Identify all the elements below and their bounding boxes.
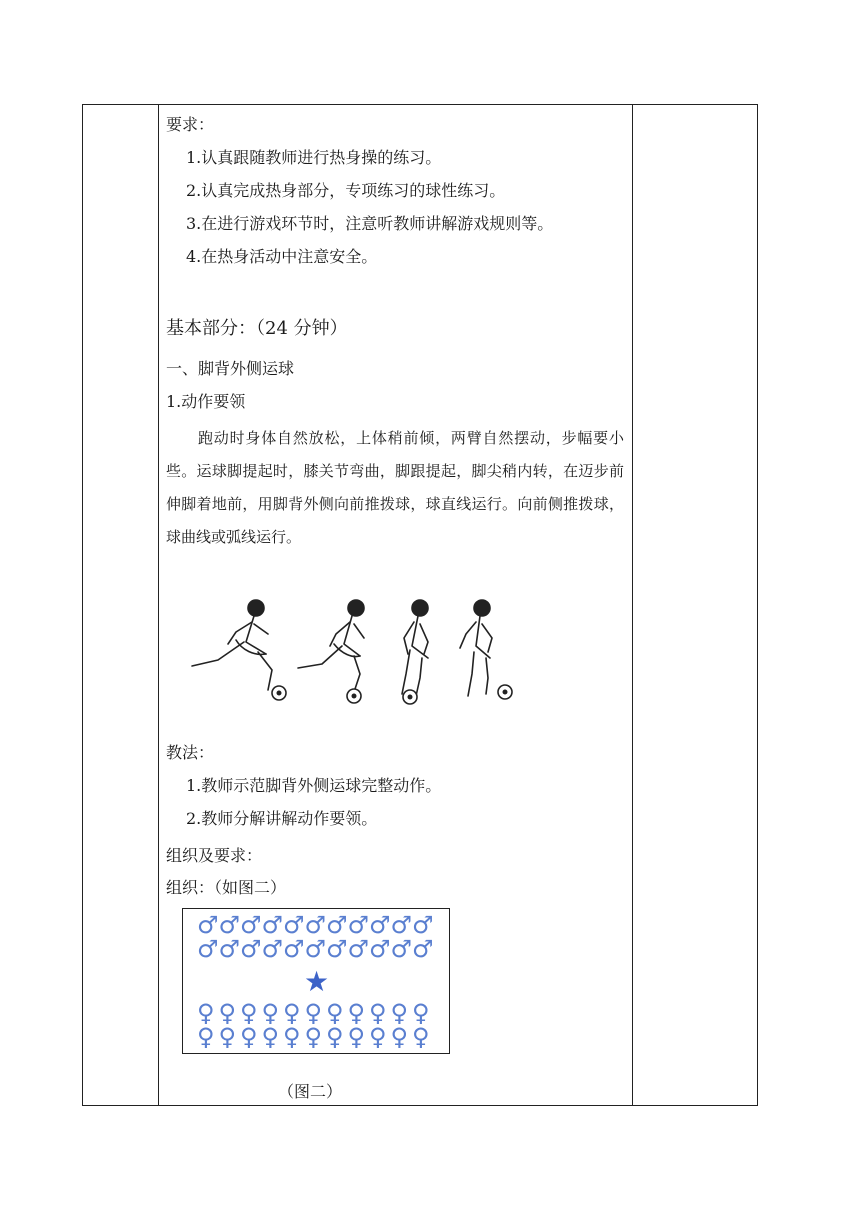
requirement-item: 2.认真完成热身部分，专项练习的球性练习。: [186, 181, 506, 200]
requirements-title: 要求：: [166, 115, 215, 134]
formation-diagram: [182, 908, 450, 1054]
female-student-icon: ♀: [197, 1023, 215, 1051]
female-student-icon: ♀: [369, 1023, 387, 1051]
column-divider-right: [632, 105, 633, 1105]
teaching-item: 2.教师分解讲解动作要领。: [186, 809, 378, 828]
basic-part-heading: 基本部分：（24 分钟）: [166, 318, 348, 339]
male-student-icon: ♂: [390, 911, 413, 939]
female-student-icon: ♀: [347, 1023, 366, 1051]
female-student-icon: ♀: [197, 999, 215, 1027]
action-paragraph: 跑动时身体自然放松，上体稍前倾，两臂自然摆动，步幅要小些。运球脚提起时，膝关节弯曲，脚跟提起，脚尖稍内转，在迈步前伸脚着地前，用脚背外侧向前推拨球，球直线运行。向前侧推拨球，球曲线或弧线运行。: [166, 429, 624, 546]
teacher-star-icon: ★: [304, 965, 330, 998]
requirement-item: 3.在进行游戏环节时，注意听教师讲解游戏规则等。: [186, 214, 554, 233]
female-student-icon: ♀: [390, 999, 409, 1027]
content-cell: [166, 104, 626, 1106]
teaching-item: 1.教师示范脚背外侧运球完整动作。: [186, 776, 442, 795]
teaching-title: 教法：: [166, 743, 215, 762]
female-student-icon: ♀: [326, 1023, 344, 1051]
male-student-icon: ♂: [304, 911, 327, 939]
male-student-icon: ♂: [261, 935, 284, 963]
male-student-icon: ♂: [326, 911, 348, 939]
figure-caption: （图二）: [278, 1082, 343, 1101]
female-student-icon: ♀: [369, 999, 387, 1027]
female-student-icon: ♀: [412, 1023, 430, 1051]
sub-title: 1.动作要领: [166, 392, 246, 411]
male-student-icon: ♂: [283, 935, 305, 963]
column-divider-left: [158, 105, 159, 1105]
female-student-icon: ♀: [261, 1023, 280, 1051]
male-student-icon: ♂: [218, 911, 241, 939]
female-student-icon: ♀: [218, 1023, 237, 1051]
female-student-icon: ♀: [304, 999, 323, 1027]
dribbling-figures-illustration: [184, 594, 524, 718]
male-student-icon: ♂: [390, 935, 413, 963]
male-student-icon: ♂: [197, 911, 219, 939]
female-student-icon: ♀: [240, 999, 258, 1027]
male-student-icon: ♂: [326, 935, 348, 963]
female-student-icon: ♀: [283, 1023, 301, 1051]
female-student-icon: ♀: [261, 999, 280, 1027]
male-student-icon: ♂: [304, 935, 327, 963]
male-student-icon: ♂: [347, 935, 370, 963]
male-student-icon: ♂: [412, 911, 434, 939]
female-student-icon: ♀: [390, 1023, 409, 1051]
female-student-icon: ♀: [304, 1023, 323, 1051]
organization-title: 组织及要求：: [166, 846, 263, 865]
male-student-icon: ♂: [369, 911, 391, 939]
female-student-icon: ♀: [283, 999, 301, 1027]
female-student-icon: ♀: [412, 999, 430, 1027]
male-student-icon: ♂: [347, 911, 370, 939]
female-student-icon: ♀: [218, 999, 237, 1027]
requirement-item: 4.在热身活动中注意安全。: [186, 247, 378, 266]
requirement-item: 1.认真跟随教师进行热身操的练习。: [186, 148, 442, 167]
male-student-icon: ♂: [369, 935, 391, 963]
female-student-icon: ♀: [326, 999, 344, 1027]
section-title: 一、脚背外侧运球: [166, 359, 295, 378]
male-student-icon: ♂: [197, 935, 219, 963]
male-student-icon: ♂: [261, 911, 284, 939]
organization-label: 组织：（如图二）: [166, 878, 287, 897]
female-student-icon: ♀: [240, 1023, 258, 1051]
male-student-icon: ♂: [240, 911, 262, 939]
female-student-icon: ♀: [347, 999, 366, 1027]
male-student-icon: ♂: [412, 935, 434, 963]
male-student-icon: ♂: [218, 935, 241, 963]
male-student-icon: ♂: [240, 935, 262, 963]
male-student-icon: ♂: [283, 911, 305, 939]
